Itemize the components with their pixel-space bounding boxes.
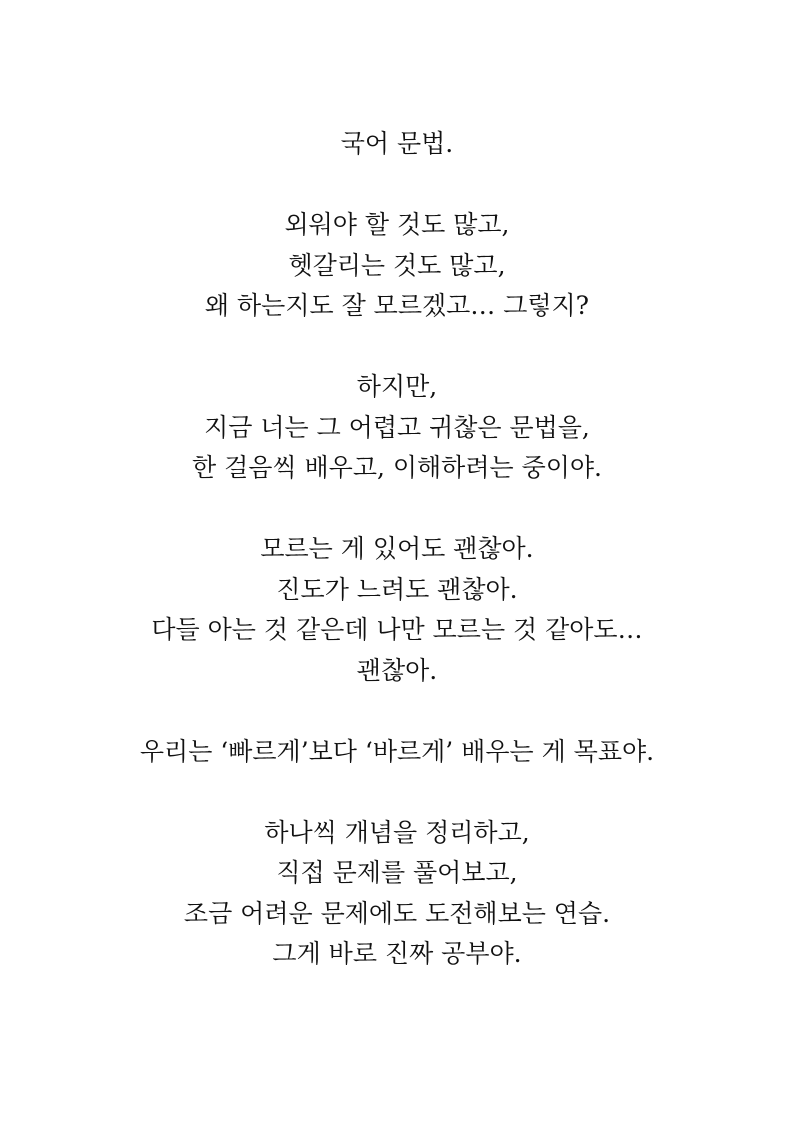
poem-line: 직접 문제를 풀어보고, bbox=[276, 858, 518, 887]
poem-line: 다들 아는 것 같은데 나만 모르는 것 같아도… bbox=[151, 615, 643, 644]
poem-line: 조금 어려운 문제에도 도전해보는 연습. bbox=[183, 898, 611, 928]
stanza-gap bbox=[0, 165, 794, 206]
poem-text bbox=[0, 124, 794, 975]
poem-line: 진도가 느려도 괜찮아. bbox=[276, 574, 518, 604]
stanza-gap bbox=[0, 489, 794, 530]
poem-line: 하나씩 개념을 정리하고, bbox=[264, 817, 530, 847]
poem-line: 괜찮아. bbox=[356, 655, 438, 685]
poem-line: 모르는 게 있어도 괜찮아. bbox=[260, 534, 534, 563]
poem-line: 우리는 ‘빠르게’보다 ‘바르게’ 배우는 게 목표야. bbox=[139, 736, 655, 766]
stanza-gap bbox=[0, 772, 794, 813]
poem-line: 외워야 할 것도 많고, bbox=[284, 210, 510, 239]
poem-line: 왜 하는지도 잘 모르겠고… 그렇지? bbox=[204, 291, 590, 320]
poem-line: 그게 바로 진짜 공부야. bbox=[272, 939, 522, 968]
poem-line: 국어 문법. bbox=[340, 129, 454, 158]
poem-line: 헷갈리는 것도 많고, bbox=[288, 250, 506, 280]
stanza-gap bbox=[0, 327, 794, 368]
stanza-gap bbox=[0, 691, 794, 732]
poem-line: 한 걸음씩 배우고, 이해하려는 중이야. bbox=[192, 453, 602, 482]
poem-line: 하지만, bbox=[356, 372, 438, 401]
poem-line: 지금 너는 그 어렵고 귀찮은 문법을, bbox=[204, 412, 590, 442]
